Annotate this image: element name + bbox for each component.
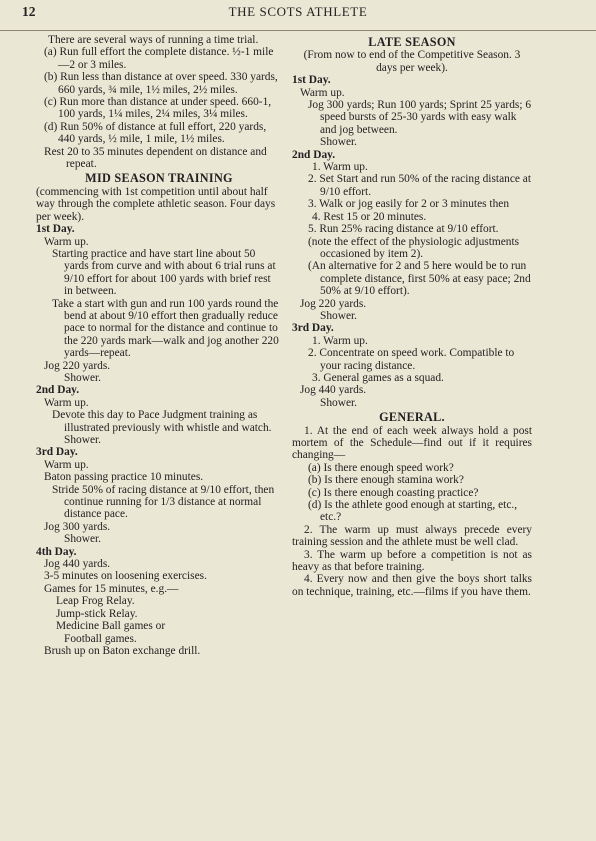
text-line: Jump-stick Relay. [56, 607, 138, 620]
text-line: 3-5 minutes on loosening exercises. [44, 570, 207, 583]
text-line: Warm up. [44, 235, 89, 248]
text-line: Jog 220 yards. [300, 297, 367, 310]
paragraph: 1. At the end of each week always hold a post mortem of the Schedule—find out if it requires changing— [292, 424, 532, 462]
text-line: (commencing with 1st competition until about half way through the complete athletic season. Four days per week). [36, 185, 276, 223]
left-column [36, 34, 282, 657]
text-line: Leap Frog Relay. [56, 595, 135, 608]
day-heading: 3rd Day. [36, 446, 78, 459]
text-line: Warm up. [44, 458, 89, 471]
text-line: Take a start with gun and run 100 yards round the bend at about 9/10 effort then gradually reduce pace to normal for the distance and continue to the 220 yards mark—walk and jog another 220 yards—repeat. [52, 297, 279, 360]
text-line: (a) Run full effort the complete distance. ½-1 mile—2 or 3 miles. [44, 46, 274, 71]
day-heading: 1st Day. [292, 74, 331, 87]
text-line: Medicine Ball games or [56, 620, 166, 633]
text-line: Jog 440 yards. [44, 558, 111, 571]
text-line: Rest 20 to 35 minutes dependent on distance and repeat. [44, 145, 267, 171]
text-line: Games for 15 minutes, e.g.— [44, 582, 179, 595]
text-line: Stride 50% of racing distance at 9/10 effort, then continue running for 1/3 distance at normal distance pace. [52, 483, 275, 521]
page-number: 12 [22, 4, 36, 19]
text-line: Warm up. [44, 396, 89, 409]
text-line: (b) Run less than distance at over speed. 330 yards, 660 yards, ¾ mile, 1½ miles, 2½ miles. [44, 71, 278, 96]
section-heading: MID SEASON TRAINING [85, 171, 233, 186]
day-heading: 3rd Day. [292, 322, 334, 335]
text-line: Jog 300 yards. [44, 520, 111, 533]
day-heading: 4th Day. [36, 545, 77, 558]
text-line: Jog 440 yards. [300, 384, 367, 397]
section-heading: GENERAL. [379, 410, 445, 425]
section-heading: LATE SEASON [368, 35, 456, 49]
text-line: Shower. [64, 434, 102, 446]
journal-title: THE SCOTS ATHLETE [228, 4, 368, 19]
text-line: (d) Run 50% of distance at full effort, 220 yards, 440 yards, ½ mile, 1 mile, 1½ miles. [44, 120, 267, 146]
text-line: (a) Is there enough speed work? [308, 461, 454, 474]
text-line: 2. Set Start and run 50% of the racing distance at 9/10 effort. [308, 173, 532, 198]
text-line: Jog 220 yards. [44, 359, 111, 372]
text-line: Starting practice and have start line about 50 yards from curve and with about 6 trial runs at 9/10 effort for about 100 yards with brief rest in between. [52, 247, 276, 298]
text-line: Jog 300 yards; Run 100 yards; Sprint 25 yards; 6 speed bursts of 25-30 yards with easy walk and jog between. [308, 99, 532, 136]
text-line: 5. Run 25% racing distance at 9/10 effort. [308, 223, 499, 236]
paragraph: There are several ways of running a time trial. [48, 34, 259, 46]
text-line: Shower. [64, 533, 102, 546]
text-line: Shower. [320, 396, 358, 409]
text-line: Shower. [320, 136, 358, 149]
paragraph: 3. The warm up before a competition is not as heavy as that before training. [292, 548, 532, 574]
text-line: (From now to end of the Competitive Season. 3 days per week). [303, 49, 521, 74]
text-line: Baton passing practice 10 minutes. [44, 471, 204, 484]
day-heading: 2nd Day. [36, 384, 80, 397]
paragraph: 2. The warm up must always precede every training session and the athlete must be well clad. [292, 523, 532, 549]
text-line: Shower. [64, 371, 102, 384]
text-line: 4. Rest 15 or 20 minutes. [312, 210, 427, 223]
text-line: (b) Is there enough stamina work? [308, 474, 464, 487]
text-line: 3. Walk or jog easily for 2 or 3 minutes then [308, 198, 510, 211]
text-line: (c) Is there enough coasting practice? [308, 486, 479, 499]
right-column [292, 34, 532, 598]
text-line: 1. Warm up. [312, 161, 368, 174]
day-heading: 2nd Day. [292, 148, 336, 161]
text-line: (c) Run more than distance at under speed. 660-1, 100 yards, 1¼ miles, 2¼ miles, 3¼ miles. [44, 96, 272, 121]
text-line: Brush up on Baton exchange drill. [44, 644, 201, 657]
running-header [0, 0, 596, 31]
text-line: (note the effect of the physiologic adjustments occasioned by item 2). [308, 235, 520, 260]
text-line: 1. Warm up. [312, 334, 368, 347]
text-line: (An alternative for 2 and 5 here would be to run complete distance, first 50% at easy pace; 2nd 50% at 9/10 effort). [308, 260, 531, 298]
text-line: Devote this day to Pace Judgment training as illustrated previously with whistle and watch. [52, 409, 272, 434]
text-line: Warm up. [300, 86, 345, 99]
text-line: 2. Concentrate on speed work. Compatible to your racing distance. [308, 347, 515, 372]
paragraph: 4. Every now and then give the boys short talks on technique, training, etc.—films if you have them. [292, 573, 532, 598]
text-line: (d) Is the athlete good enough at starting, etc., etc.? [308, 499, 518, 524]
text-line: Shower. [320, 309, 358, 322]
text-line: 3. General games as a squad. [312, 371, 444, 384]
text-line: Football games. [64, 632, 137, 645]
day-heading: 1st Day. [36, 223, 75, 236]
